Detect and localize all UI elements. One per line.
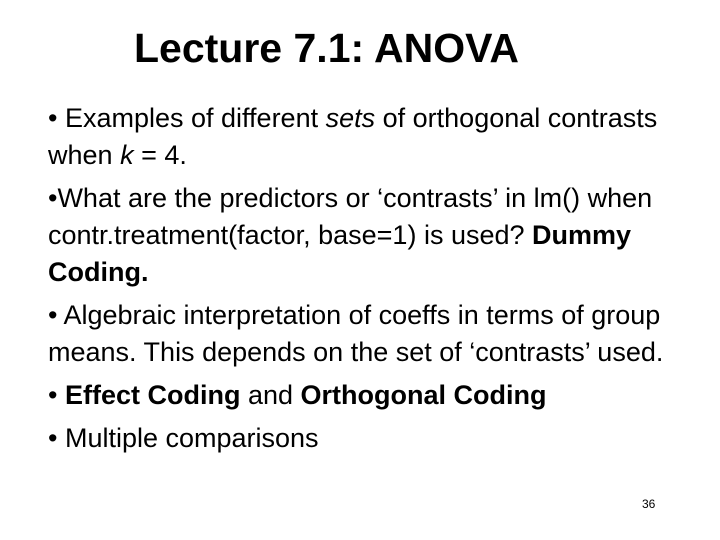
bullet-text: and	[240, 380, 301, 410]
bullet-text: What are the predictors or ‘contrasts’ in lm() when contr.treatment(factor, base=1) is used?	[48, 183, 653, 250]
bullet-text: Algebraic interpretation of coeffs in terms of group means. This depends on the set of ‘contrasts’ used.	[48, 300, 664, 367]
bullet-text	[57, 380, 65, 410]
slide-title: Lecture 7.1: ANOVA	[134, 25, 520, 71]
bullet-item-multiple-comparisons	[48, 420, 708, 457]
italic-sets: sets	[325, 103, 376, 133]
bullet-text: of orthogonal contrasts when	[48, 103, 658, 170]
bullet-text: Multiple comparisons	[57, 423, 319, 453]
bold-orthogonal-coding: Orthogonal Coding	[300, 380, 547, 410]
bold-effect-coding: Effect Coding	[64, 380, 241, 410]
bullet-list	[48, 100, 708, 457]
bullet-marker: •	[48, 103, 58, 133]
bullet-marker: •	[48, 380, 58, 410]
bullet-marker: •	[48, 423, 58, 453]
italic-k: k	[120, 140, 134, 170]
slide-number: 36	[642, 497, 656, 511]
bullet-item-algebraic-interpretation	[48, 297, 708, 371]
bullet-marker: •	[48, 300, 58, 330]
bold-dummy-coding: Dummy Coding.	[48, 220, 632, 287]
bullet-item-dummy-coding	[48, 180, 708, 291]
bullet-text: = 4.	[133, 140, 187, 170]
bullet-item-effect-orthogonal-coding	[48, 377, 708, 414]
bullet-item-contrast-sets	[48, 100, 708, 174]
bullet-text: Examples of different	[57, 103, 326, 133]
bullet-marker: •	[48, 183, 58, 213]
